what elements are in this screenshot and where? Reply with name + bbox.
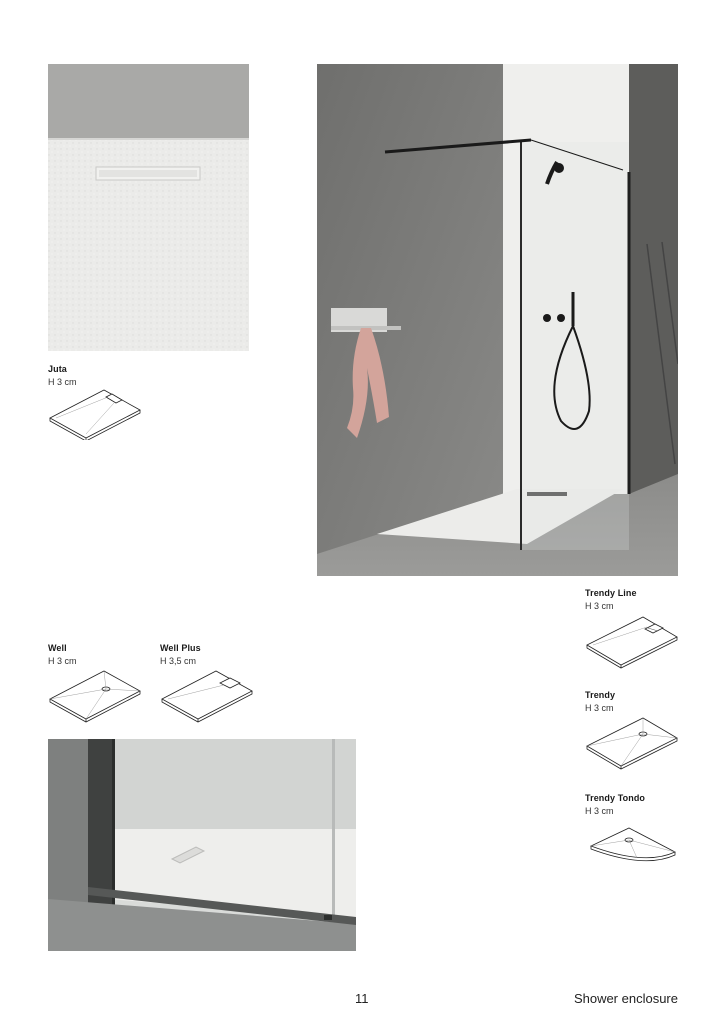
- product-name-juta: Juta: [48, 364, 67, 374]
- product-height-well-plus: H 3,5 cm: [160, 656, 197, 666]
- rectangular-tray-slot-drain-icon: [585, 615, 680, 670]
- product-height-trendy-tondo: H 3 cm: [585, 806, 614, 816]
- juta-texture-photo: [48, 64, 249, 351]
- product-name-well: Well: [48, 643, 67, 653]
- product-height-juta: H 3 cm: [48, 377, 77, 387]
- product-name-trendy-tondo: Trendy Tondo: [585, 793, 646, 803]
- product-name-trendy-line: Trendy Line: [585, 588, 637, 598]
- section-title: Shower enclosure: [573, 991, 678, 1006]
- shower-enclosure-photo: [317, 64, 678, 576]
- shower-tray-detail-photo: [48, 739, 356, 951]
- product-height-well: H 3 cm: [48, 656, 77, 666]
- product-name-trendy: Trendy: [585, 690, 616, 700]
- product-height-trendy: H 3 cm: [585, 703, 614, 713]
- quarter-round-tray-icon: [585, 822, 680, 870]
- rectangular-tray-center-drain-icon: [585, 716, 680, 771]
- product-height-trendy-line: H 3 cm: [585, 601, 614, 611]
- rectangular-tray-slot-drain-icon: [48, 388, 143, 440]
- page-number: 11: [355, 991, 369, 1006]
- rectangular-tray-slot-drain-icon: [160, 669, 255, 724]
- rectangular-tray-center-drain-icon: [48, 669, 143, 724]
- product-name-well-plus: Well Plus: [160, 643, 201, 653]
